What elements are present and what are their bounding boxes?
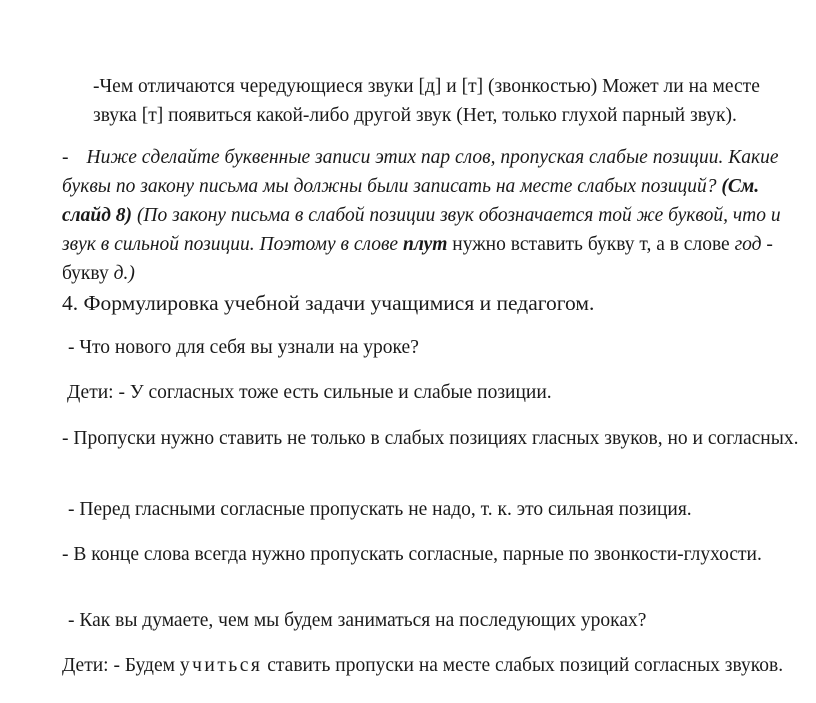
children-answer-2: - Пропуски нужно ставить не только в слабых позициях гласных звуков, но и согласных. [62,428,799,449]
spaced-word: учиться [179,655,263,676]
answer-prefix: Дети: - Будем [62,655,180,676]
children-answer-4: - В конце слова всегда нужно пропускать согласные, парные по звонкости-глухости. [62,544,762,565]
explanation-tail: - букву [62,234,773,284]
answer-suffix: ставить пропуски на месте слабых позиций согласных звуков. [262,655,784,676]
children-answer-1: Дети: - У согласных тоже есть сильные и слабые позиции. [67,382,552,403]
explanation-text: (По закону письма в слабой позиции звук обозначается той же буквой, что и звук в сильной позиции. Поэтому в слове [62,205,781,255]
children-answer-3: - Перед гласными согласные пропускать не надо, т. к. это сильная позиция. [68,499,692,520]
teacher-question-2: - Как вы думаете, чем мы будем заниматься на последующих уроках? [68,610,647,631]
example-word-god: год [734,234,762,255]
teacher-question: - Что нового для себя вы узнали на уроке? [68,337,419,358]
question-text: -Чем отличаются чередующиеся звуки [д] и [т] (звонкостью) Может ли на месте звука [т] появиться какой-либо другой звук (Нет, только глухой парный звук). [93,76,760,126]
instruction-paragraph [62,143,802,288]
example-word-plut: плут [402,234,448,255]
children-answer-5 [62,651,802,680]
section-heading: 4. Формулировка учебной задачи учащимися и педагогом. [62,291,595,315]
instruction-text: Ниже сделайте буквенные записи этих пар слов, пропуская слабые позиции. Какие буквы по закону письма мы должны были записать на месте слабых позиций? [62,147,779,197]
slide-reference: (См. слайд 8) [62,176,760,226]
question-paragraph [93,72,793,130]
instruction-dash: - [62,147,69,168]
explanation-tail-letter: д.) [113,263,135,284]
explanation-middle: нужно вставить букву т, а в слове [447,234,735,255]
